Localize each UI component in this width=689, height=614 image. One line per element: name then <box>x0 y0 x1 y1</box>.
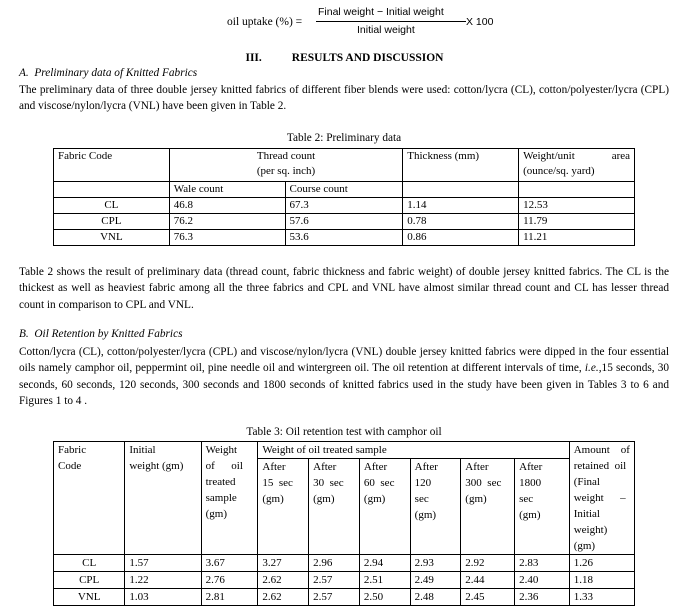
table3-cell-retained: 1.26 <box>569 555 634 572</box>
table3-cell-retained: 1.33 <box>569 589 634 606</box>
table2-cell-weight: 11.21 <box>519 230 635 246</box>
table3-cell-30s: 2.57 <box>309 589 360 606</box>
paragraph-oil-retention-ie: i.e., <box>584 362 602 375</box>
table-row <box>54 214 635 230</box>
table2-cell-course: 57.6 <box>285 214 403 230</box>
table2 <box>53 148 635 246</box>
table3-cell-initial: 1.57 <box>125 555 201 572</box>
table2-caption: Table 2: Preliminary data <box>286 132 402 144</box>
table2-cell-thickness: 0.78 <box>403 214 519 230</box>
table2-header-weight: Weight/unit area (ounce/sq. yard) <box>519 149 635 182</box>
formula-lhs: oil uptake (%) = <box>227 16 303 28</box>
table2-cell-thickness: 0.86 <box>403 230 519 246</box>
subsection-a-title: Preliminary data of Knitted Fabrics <box>34 67 198 79</box>
table3-cell-120s: 2.93 <box>410 555 461 572</box>
table3-cell-1800s: 2.40 <box>515 572 570 589</box>
formula-numerator: Final weight − Initial weight <box>318 6 444 18</box>
table2-cell-code: CL <box>54 198 170 214</box>
table-row <box>54 555 635 572</box>
paragraph-oil-retention <box>19 344 669 409</box>
section-number: III. <box>245 52 262 64</box>
table3-caption: Table 3: Oil retention test with camphor oil <box>246 426 442 438</box>
table3-cell-30s: 2.96 <box>309 555 360 572</box>
paragraph-preliminary: The preliminary data of three double jersey knitted fabrics of different fiber blends were used: cotton/lycra (CL), cotton/polyester/lycra (CPL) and viscose/nylon/lycra (VNL) have been given in Table 2. <box>19 84 669 113</box>
table3-cell-30s: 2.57 <box>309 572 360 589</box>
table2-cell-code: CPL <box>54 214 170 230</box>
table3-cell-code: CPL <box>54 572 125 589</box>
table2-header-thickness: Thickness (mm) <box>403 149 519 182</box>
table3-header-group: Weight of oil treated sample <box>258 442 569 459</box>
table3-header-after1800: After 1800 sec (gm) <box>515 459 570 555</box>
table2-cell-wale: 76.3 <box>169 230 285 246</box>
table2-cell-weight: 12.53 <box>519 198 635 214</box>
subsection-b-heading <box>19 328 182 340</box>
table2-cell-course: 53.6 <box>285 230 403 246</box>
table3-cell-treated: 3.67 <box>201 555 258 572</box>
table3-cell-code: VNL <box>54 589 125 606</box>
paragraph-table2-discussion: Table 2 shows the result of preliminary data (thread count, fabric thickness and fabric weight) of double jersey knitted fabrics. The CL is the thickest as well as heaviest fabric among all the three fabrics and CPL and VNL have almost similar thread count and CL has lesser thread count in comparison to CPL and VNL. <box>19 266 669 311</box>
table3 <box>53 441 635 606</box>
paragraph-oil-retention-text-2: 15 seconds, 30 seconds, 60 seconds, 120 seconds, 300 seconds and 1800 seconds of knitted fabrics used in the study have been given in Tables 3 to 6 and Figures 1 to 4 . <box>19 362 670 407</box>
table2-cell-code: VNL <box>54 230 170 246</box>
table3-header-initial: Initial weight (gm) <box>125 442 201 555</box>
table3-cell-15s: 3.27 <box>258 555 309 572</box>
table2-header-wale: Wale count <box>169 182 285 198</box>
table3-cell-retained: 1.18 <box>569 572 634 589</box>
table-row <box>54 572 635 589</box>
table3-cell-60s: 2.94 <box>359 555 410 572</box>
table2-header-thread-count: Thread count (per sq. inch) <box>169 149 403 180</box>
paragraph-oil-retention-text: Cotton/lycra (CL), cotton/polyester/lycra (CPL) and viscose/nylon/lycra (VNL) double jersey knitted fabrics were dipped in the four essential oils namely camphor oil, peppermint oil, pine needle oil and wintergreen oil. The oil retention at different intervals of time, <box>19 346 669 375</box>
table3-cell-120s: 2.48 <box>410 589 461 606</box>
table3-cell-code: CL <box>54 555 125 572</box>
table2-cell-weight: 11.79 <box>519 214 635 230</box>
table-row <box>54 198 635 214</box>
table3-header-fabric-code: Fabric Code <box>54 442 125 555</box>
table3-cell-300s: 2.44 <box>461 572 515 589</box>
table3-cell-initial: 1.22 <box>125 572 201 589</box>
table3-cell-initial: 1.03 <box>125 589 201 606</box>
subsection-b-label: B. <box>19 328 29 340</box>
table2-cell-wale: 46.8 <box>169 198 285 214</box>
section-heading <box>0 52 689 64</box>
oil-uptake-formula <box>0 4 689 38</box>
table3-header-after30: After 30 sec (gm) <box>309 459 360 555</box>
table2-cell-wale: 76.2 <box>169 214 285 230</box>
table2-cell-thickness: 1.14 <box>403 198 519 214</box>
table3-header-after60: After 60 sec (gm) <box>359 459 410 555</box>
table2-cell-course: 67.3 <box>285 198 403 214</box>
table3-cell-treated: 2.81 <box>201 589 258 606</box>
table3-cell-300s: 2.92 <box>461 555 515 572</box>
formula-denominator: Initial weight <box>357 24 415 36</box>
table3-cell-1800s: 2.83 <box>515 555 570 572</box>
table3-cell-15s: 2.62 <box>258 589 309 606</box>
table-row <box>54 589 635 606</box>
formula-multiplier: X 100 <box>466 16 494 28</box>
table3-cell-60s: 2.51 <box>359 572 410 589</box>
table3-cell-15s: 2.62 <box>258 572 309 589</box>
table3-header-after15: After 15 sec (gm) <box>258 459 309 555</box>
subsection-a-label: A. <box>19 67 29 79</box>
table3-cell-treated: 2.76 <box>201 572 258 589</box>
section-title: RESULTS AND DISCUSSION <box>291 52 444 64</box>
table3-cell-300s: 2.45 <box>461 589 515 606</box>
table2-header-fabric-code: Fabric Code <box>54 149 170 182</box>
subsection-a-heading <box>19 67 197 79</box>
table3-cell-120s: 2.49 <box>410 572 461 589</box>
table2-header-course: Course count <box>285 182 403 198</box>
table3-header-after300: After 300 sec (gm) <box>461 459 515 555</box>
table3-cell-60s: 2.50 <box>359 589 410 606</box>
subsection-b-title: Oil Retention by Knitted Fabrics <box>34 328 183 340</box>
table3-header-treated: Weight of oil treated sample (gm) <box>201 442 258 555</box>
table3-header-retained: Amount of retained oil (Final weight – Initial weight) (gm) <box>569 442 634 555</box>
table3-cell-1800s: 2.36 <box>515 589 570 606</box>
table-row <box>54 230 635 246</box>
fraction-bar <box>316 21 466 22</box>
table3-header-after120: After 120 sec (gm) <box>410 459 461 555</box>
